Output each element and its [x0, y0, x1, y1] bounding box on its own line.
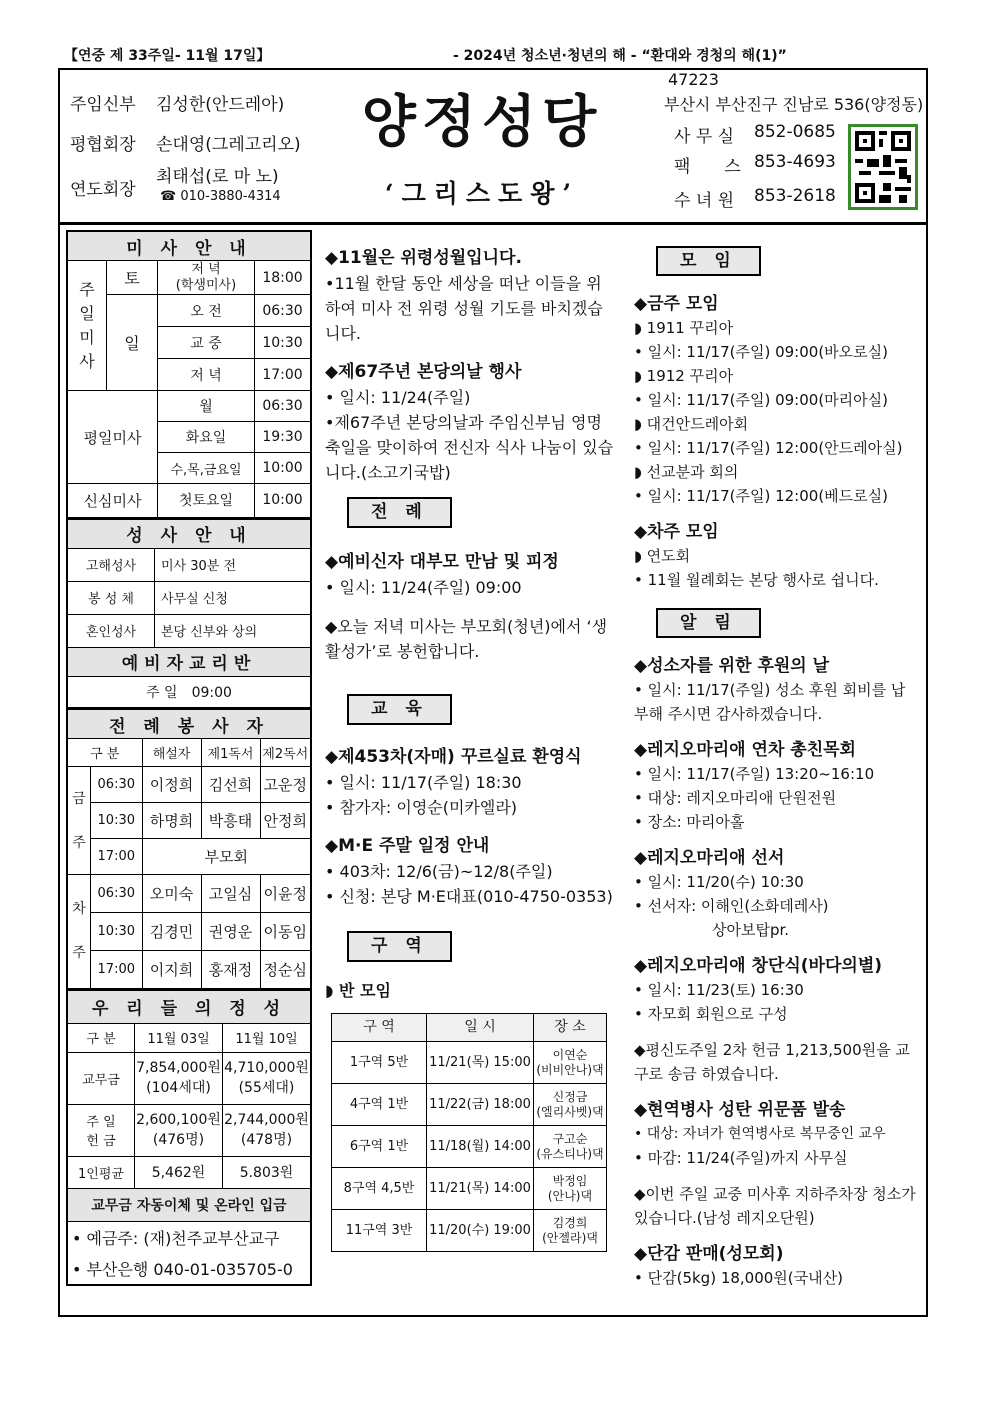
district-header: 일 시: [427, 1014, 534, 1042]
meeting-name: ◗ 연도회: [634, 547, 691, 565]
weekday-mass-label: 평일미사: [67, 391, 158, 484]
district-table: [331, 1013, 607, 1252]
server-name: 이윤정: [260, 875, 311, 913]
sacrament-label: 고해성사: [67, 548, 155, 581]
education-section-label: 교 육: [347, 694, 452, 725]
server-name: 이정희: [142, 767, 201, 803]
qr-code-icon[interactable]: [848, 124, 918, 210]
sunday-row-label: 오 전: [158, 295, 255, 327]
notice-title: ◆차주 모임: [634, 522, 719, 542]
mass-title: 미 사 안 내: [67, 231, 311, 261]
server-name: 이지희: [142, 951, 201, 989]
servers-header: 제2독서: [260, 739, 311, 767]
sinsim-label: 신심미사: [67, 484, 158, 518]
notice-text: • 자모회 회원으로 구성: [634, 1005, 788, 1023]
meeting-when: • 일시: 11/17(주일) 12:00(베드로실): [634, 487, 888, 505]
district-header: 장 소: [534, 1014, 607, 1042]
server-time: 06:30: [91, 767, 143, 803]
server-time: 10:30: [91, 803, 143, 839]
fax-label: 팩 스: [674, 157, 741, 177]
sinsim-time: 10:00: [255, 484, 312, 518]
notice-text: • 대상: 레지오마리애 단원전원: [634, 789, 837, 807]
header-box: [58, 68, 928, 224]
servers-header: 구 분: [67, 739, 142, 767]
notice-text: • 참가자: 이영순(미카엘라): [325, 798, 518, 817]
notice-title: ◆성소자를 위한 후원의 날: [634, 656, 830, 676]
offering-header: 11월 10일: [222, 1023, 311, 1052]
council-name: 손대영(그레고리오): [156, 135, 301, 155]
notice-text: • 일시: 11/23(토) 16:30: [634, 981, 804, 999]
offering-value: 5,462원: [135, 1156, 223, 1188]
notice-title: ◆예비신자 대부모 만남 및 피정: [325, 552, 559, 572]
notice-text: • 신청: 본당 M·E대표(010-4750-0353): [325, 887, 613, 906]
offering-header: 11월 03일: [135, 1023, 223, 1052]
offering-label: 주 일 헌 금: [67, 1104, 135, 1156]
offering-label: 교무금: [67, 1052, 135, 1104]
sinsim-day: 첫토요일: [158, 484, 255, 518]
left-column: [66, 230, 312, 1286]
sacrament-label: 봉 성 체: [67, 581, 155, 614]
sacrament-title: 성 사 안 내: [67, 519, 311, 548]
catechumen-title: 예비자교리반: [67, 647, 311, 676]
catechumen-time: 주 일 09:00: [67, 676, 311, 708]
district-cell: 이연순 (비비안나)댁: [534, 1042, 607, 1084]
server-name: 권영운: [201, 913, 260, 951]
offering-table: [66, 990, 312, 1287]
weekday-row-label: 월: [158, 391, 255, 422]
server-name: 김선희: [201, 767, 260, 803]
offering-header: 구 분: [67, 1023, 135, 1052]
account-holder: • 예금주: (재)천주교부산교구: [67, 1221, 311, 1253]
liturgy-section-label: 전 례: [347, 497, 452, 528]
weekday-row-label: 화요일: [158, 422, 255, 453]
notice-text: • 단감(5kg) 18,000원(국내산): [634, 1269, 843, 1287]
notice-text: • 대상: 자녀가 현역병사로 복무중인 교우: [634, 1126, 886, 1142]
pastor-name: 김성한(안드레아): [156, 95, 285, 115]
saturday-time-label: 저 녁 (학생미사): [158, 261, 255, 295]
sunday-label: 일: [107, 295, 158, 391]
district-cell: 11/18(월) 14:00: [427, 1126, 534, 1168]
district-cell: 11/21(목) 14:00: [427, 1168, 534, 1210]
meeting-when: • 일시: 11/17(주일) 09:00(바오로실): [634, 343, 888, 361]
server-name: 정순심: [260, 951, 311, 989]
offering-value: 7,854,000원 (104세대): [135, 1052, 223, 1104]
sunday-row-time: 17:00: [255, 359, 312, 391]
meeting-section-label: 모 임: [656, 246, 761, 276]
convent-label: 수 녀 원: [674, 191, 735, 211]
offering-value: 5.803원: [222, 1156, 311, 1188]
server-time: 10:30: [91, 913, 143, 951]
sacrament-table: [66, 519, 312, 710]
fax-number: 853-4693: [754, 152, 836, 172]
meeting-name: ◗ 선교분과 회의: [634, 463, 739, 481]
server-name: 김경민: [142, 913, 201, 951]
notice-text: ◆평신도주일 2차 헌금 1,213,500원을 교구로 송금 하였습니다.: [634, 1041, 910, 1083]
server-name: 고일심: [201, 875, 260, 913]
mass-table: [66, 230, 312, 519]
meeting-when: • 일시: 11/17(주일) 09:00(마리아실): [634, 391, 888, 409]
weekday-row-label: 수,목,금요일: [158, 453, 255, 484]
district-subtitle: ◗ 반 모임: [325, 981, 391, 1000]
server-name: 하명희: [142, 803, 201, 839]
servers-table: [66, 709, 312, 990]
district-cell: 김경희 (안젤라)댁: [534, 1210, 607, 1252]
district-cell: 8구역 4,5반: [332, 1168, 427, 1210]
office-label: 사 무 실: [674, 127, 735, 147]
this-week-label: 금 주: [67, 767, 91, 875]
server-name: 박흥태: [201, 803, 260, 839]
district-cell: 1구역 5반: [332, 1042, 427, 1084]
sacrament-label: 혼인성사: [67, 614, 155, 647]
feast-subtitle: ‘그리스도왕’: [384, 179, 580, 208]
servers-header: 제1독서: [201, 739, 260, 767]
weekday-row-time: 06:30: [255, 391, 312, 422]
notice-text: • 마감: 11/24(주일)까지 사무실: [634, 1149, 848, 1167]
parish-title: 양정성당: [361, 89, 603, 155]
server-name: 고운정: [260, 767, 311, 803]
notice-text: • 일시: 11/17(주일) 성소 후원 회비를 납부해 주시면 감사하겠습니다.: [634, 681, 906, 723]
next-week-label: 차 주: [67, 875, 91, 989]
meeting-name: ◗ 대건안드레아회: [634, 415, 749, 433]
sunday-row-time: 06:30: [255, 295, 312, 327]
notice-text: •제67주년 본당의날과 주임신부님 영명축일을 맞이하여 전신자 식사 나눔이 있습니다.(소고기국밥): [325, 413, 614, 482]
notice-title: ◆레지오마리애 연차 총친목회: [634, 740, 856, 760]
meeting-name: ◗ 1912 꾸리아: [634, 367, 734, 385]
notice-title: ◆M·E 주말 일정 안내: [325, 836, 490, 856]
notice-text: ◆오늘 저녁 미사는 부모회(청년)에서 ‘생활성가’로 봉헌합니다.: [325, 617, 608, 661]
district-cell: 4구역 1반: [332, 1084, 427, 1126]
elder-phone: ☎ 010-3880-4314: [160, 189, 281, 204]
servers-header: 해설자: [142, 739, 201, 767]
notice-text: • 선서자: 이해인(소화데레사): [634, 897, 829, 915]
server-name: 안정희: [260, 803, 311, 839]
office-phone: 852-0685: [754, 122, 836, 142]
offering-value: 2,600,100원 (476명): [135, 1104, 223, 1156]
server-name: 홍재정: [201, 951, 260, 989]
notice-title: ◆금주 모임: [634, 294, 719, 314]
meeting-when: • 11월 월례회는 본당 행사로 쉽니다.: [634, 571, 879, 589]
district-section-label: 구 역: [347, 931, 452, 962]
district-cell: 박정임 (안나)댁: [534, 1168, 607, 1210]
district-cell: 11/20(수) 19:00: [427, 1210, 534, 1252]
server-time: 17:00: [91, 951, 143, 989]
notice-title: ◆단감 판매(성모회): [634, 1244, 784, 1264]
sacrament-value: 사무실 신청: [155, 581, 312, 614]
elder-name: 최태섭(로 마 노): [156, 167, 279, 187]
notice-text: • 일시: 11/20(수) 10:30: [634, 873, 804, 891]
district-cell: 신정금 (엘리사벳)댁: [534, 1084, 607, 1126]
pastor-label: 주임신부: [70, 95, 136, 115]
issue-info: 【연중 제 33주일- 11월 17일】: [64, 48, 271, 64]
transfer-title: 교무금 자동이체 및 온라인 입금: [67, 1188, 311, 1221]
sunday-row-label: 교 중: [158, 327, 255, 359]
notice-title: ◆제67주년 본당의날 행사: [325, 362, 522, 382]
year-theme: - 2024년 청소년·청년의 해 - “환대와 경청의 해(1)”: [453, 48, 787, 64]
notice-title: ◆레지오마리애 창단식(바다의별): [634, 956, 883, 976]
server-name: 오미숙: [142, 875, 201, 913]
notice-text: ◆이번 주일 교중 미사후 지하주차장 청소가 있습니다.(남성 레지오단원): [634, 1185, 916, 1227]
district-cell: 구고순 (유스티나)댁: [534, 1126, 607, 1168]
district-cell: 11/22(금) 18:00: [427, 1084, 534, 1126]
bank-account: • 부산은행 040-01-035705-0: [67, 1253, 311, 1285]
notice-text: • 403차: 12/6(금)~12/8(주일): [325, 862, 553, 881]
sunday-mass-label: 주 일 미 사: [67, 261, 107, 391]
postcode: 47223: [668, 70, 719, 89]
offering-value: 2,744,000원 (478명): [222, 1104, 311, 1156]
sacrament-value: 본당 신부와 상의: [155, 614, 312, 647]
district-cell: 11/21(목) 15:00: [427, 1042, 534, 1084]
saturday-time: 18:00: [255, 261, 312, 295]
meeting-when: • 일시: 11/17(주일) 12:00(안드레아실): [634, 439, 903, 457]
saturday-label: 토: [107, 261, 158, 295]
server-time: 06:30: [91, 875, 143, 913]
notice-text: • 일시: 11/24(주일): [325, 388, 471, 407]
right-column: [634, 246, 918, 1290]
weekday-row-time: 10:00: [255, 453, 312, 484]
address: 부산시 부산진구 진남로 536(양정동): [664, 95, 924, 114]
district-header: 구 역: [332, 1014, 427, 1042]
offering-value: 4,710,000원 (55세대): [222, 1052, 311, 1104]
notice-text: •11월 한달 동안 세상을 떠난 이들을 위하여 미사 전 위령 성월 기도를 바치겠습니다.: [325, 274, 603, 343]
meeting-name: ◗ 1911 꾸리아: [634, 319, 734, 337]
notice-title: ◆제453차(자매) 꾸르실료 환영식: [325, 747, 582, 767]
district-cell: 6구역 1반: [332, 1126, 427, 1168]
notice-text: 상아보탑pr.: [712, 921, 790, 939]
elder-label: 연도회장: [70, 180, 136, 200]
sacrament-value: 미사 30분 전: [155, 548, 312, 581]
notice-text: • 장소: 마리아홀: [634, 813, 745, 831]
notice-text: • 일시: 11/17(주일) 13:20~16:10: [634, 765, 875, 783]
convent-phone: 853-2618: [754, 186, 836, 206]
sunday-row-label: 저 녁: [158, 359, 255, 391]
district-cell: 11구역 3반: [332, 1210, 427, 1252]
server-name: 이동임: [260, 913, 311, 951]
council-label: 평협회장: [70, 135, 136, 155]
server-time: 17:00: [91, 839, 143, 875]
sunday-row-time: 10:30: [255, 327, 312, 359]
notice-title: ◆레지오마리애 선서: [634, 848, 785, 868]
servers-title: 전 례 봉 사 자: [67, 710, 311, 739]
middle-column: [325, 246, 617, 1252]
notice-text: • 일시: 11/24(주일) 09:00: [325, 578, 522, 597]
offering-title: 우 리 들 의 정 성: [67, 990, 311, 1023]
notice-title: ◆현역병사 성탄 위문품 발송: [634, 1100, 846, 1120]
offering-label: 1인평균: [67, 1156, 135, 1188]
notice-title: ◆11월은 위령성월입니다.: [325, 248, 522, 268]
weekday-row-time: 19:30: [255, 422, 312, 453]
server-group: 부모회: [142, 839, 311, 875]
notice-section-label: 알 림: [656, 608, 761, 638]
notice-text: • 일시: 11/17(주일) 18:30: [325, 773, 522, 792]
